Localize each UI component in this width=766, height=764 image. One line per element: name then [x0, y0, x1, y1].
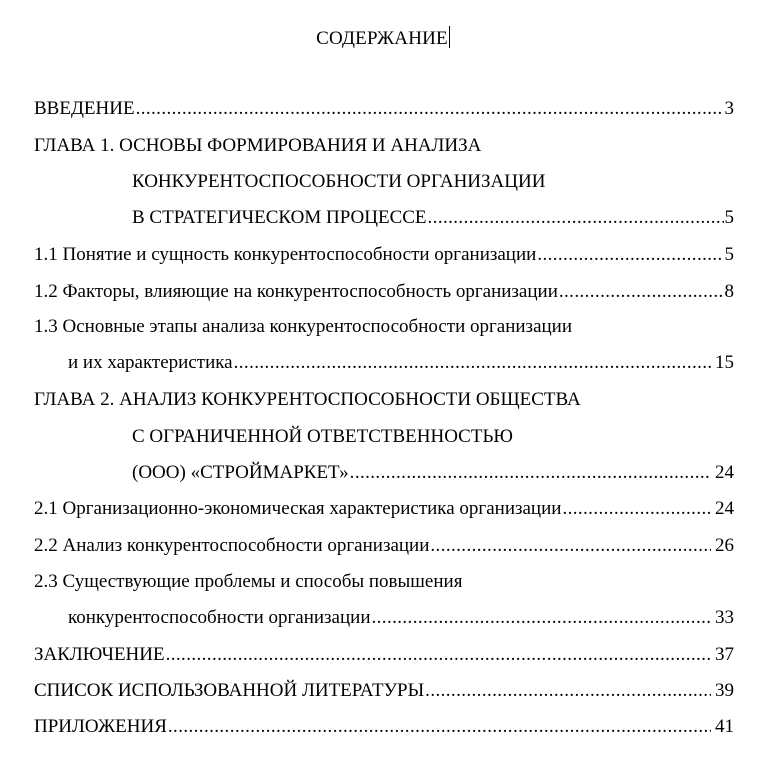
- dot-leader: [372, 606, 712, 630]
- toc-chapter-1-line-1: [34, 134, 734, 158]
- toc-entry-text: и их характеристика: [68, 352, 233, 373]
- dot-leader: [234, 351, 711, 375]
- toc-page-number: 5: [724, 244, 734, 265]
- toc-entry-section-1-2[interactable]: [34, 280, 734, 304]
- toc-entry-text: В СТРАТЕГИЧЕСКОМ ПРОЦЕССЕ: [132, 207, 427, 228]
- toc-page-number: 15: [715, 352, 734, 373]
- toc-entry-text: 2.3 Существующие проблемы и способы повышения: [34, 571, 463, 592]
- dot-leader: [425, 679, 711, 703]
- toc-page-number: 26: [715, 535, 734, 556]
- toc-entry-text: ГЛАВА 2. АНАЛИЗ КОНКУРЕНТОСПОСОБНОСТИ ОБЩЕСТВА: [34, 389, 581, 410]
- toc-entry-text: 2.2 Анализ конкурентоспособности организации: [34, 535, 430, 556]
- toc-page-number: 24: [715, 498, 734, 519]
- toc-entry-section-2-1[interactable]: [34, 497, 734, 521]
- dot-leader: [428, 206, 724, 230]
- toc-chapter-2-line-2: [132, 425, 734, 449]
- toc-section-2-3-line-1: [34, 570, 734, 594]
- dot-leader: [559, 280, 724, 304]
- toc-entry-conclusion[interactable]: [34, 643, 734, 667]
- toc-entry-section-2-3[interactable]: [68, 606, 734, 630]
- toc-entry-text: 2.1 Организационно-экономическая характеристика организации: [34, 498, 562, 519]
- dot-leader: [168, 715, 711, 739]
- page-title-text: СОДЕРЖАНИЕ: [316, 28, 448, 49]
- toc-entry-text: С ОГРАНИЧЕННОЙ ОТВЕТСТВЕННОСТЬЮ: [132, 426, 513, 447]
- page-title: [0, 26, 766, 51]
- toc-page-number: 39: [715, 680, 734, 701]
- toc-entry-text: (ООО) «СТРОЙМАРКЕТ»: [132, 462, 349, 483]
- text-cursor: [449, 26, 450, 48]
- toc-entry-text: ВВЕДЕНИЕ: [34, 98, 135, 119]
- toc-page-number: 24: [715, 462, 734, 483]
- toc-entry-section-2-2[interactable]: [34, 534, 734, 558]
- toc-entry-text: СПИСОК ИСПОЛЬЗОВАННОЙ ЛИТЕРАТУРЫ: [34, 680, 425, 701]
- toc-page-number: 3: [724, 98, 734, 119]
- toc-entry-section-1-3[interactable]: [68, 351, 734, 375]
- toc-page-number: 37: [715, 644, 734, 665]
- toc-entry-text: ПРИЛОЖЕНИЯ: [34, 716, 167, 737]
- dot-leader: [430, 534, 711, 558]
- dot-leader: [350, 461, 711, 485]
- toc-entry-chapter-1[interactable]: [132, 206, 734, 230]
- toc-page-number: 5: [724, 207, 734, 228]
- toc-section-1-3-line-1: [34, 315, 734, 339]
- toc-page-number: 41: [715, 716, 734, 737]
- toc-entry-text: ГЛАВА 1. ОСНОВЫ ФОРМИРОВАНИЯ И АНАЛИЗА: [34, 135, 482, 156]
- toc-page-number: 33: [715, 607, 734, 628]
- toc-entry-chapter-2[interactable]: [132, 461, 734, 485]
- toc-chapter-1-line-2: [132, 170, 734, 194]
- dot-leader: [537, 243, 723, 267]
- toc-entry-text: КОНКУРЕНТОСПОСОБНОСТИ ОРГАНИЗАЦИИ: [132, 171, 546, 192]
- toc-entry-references[interactable]: [34, 679, 734, 703]
- toc-entry-section-1-1[interactable]: [34, 243, 734, 267]
- dot-leader: [562, 497, 711, 521]
- toc-chapter-2-line-1: [34, 388, 734, 412]
- toc-entry-text: 1.3 Основные этапы анализа конкурентоспособности организации: [34, 316, 573, 337]
- toc-entry-text: ЗАКЛЮЧЕНИЕ: [34, 644, 165, 665]
- toc-entry-appendices[interactable]: [34, 715, 734, 739]
- dot-leader: [166, 643, 711, 667]
- toc-entry-text: конкурентоспособности организации: [68, 607, 371, 628]
- toc-entry-text: 1.1 Понятие и сущность конкурентоспособности организации: [34, 244, 537, 265]
- dot-leader: [136, 97, 724, 121]
- toc-entry-introduction[interactable]: [34, 97, 734, 121]
- toc-page-number: 8: [724, 281, 734, 302]
- toc-entry-text: 1.2 Факторы, влияющие на конкурентоспособность организации: [34, 281, 558, 302]
